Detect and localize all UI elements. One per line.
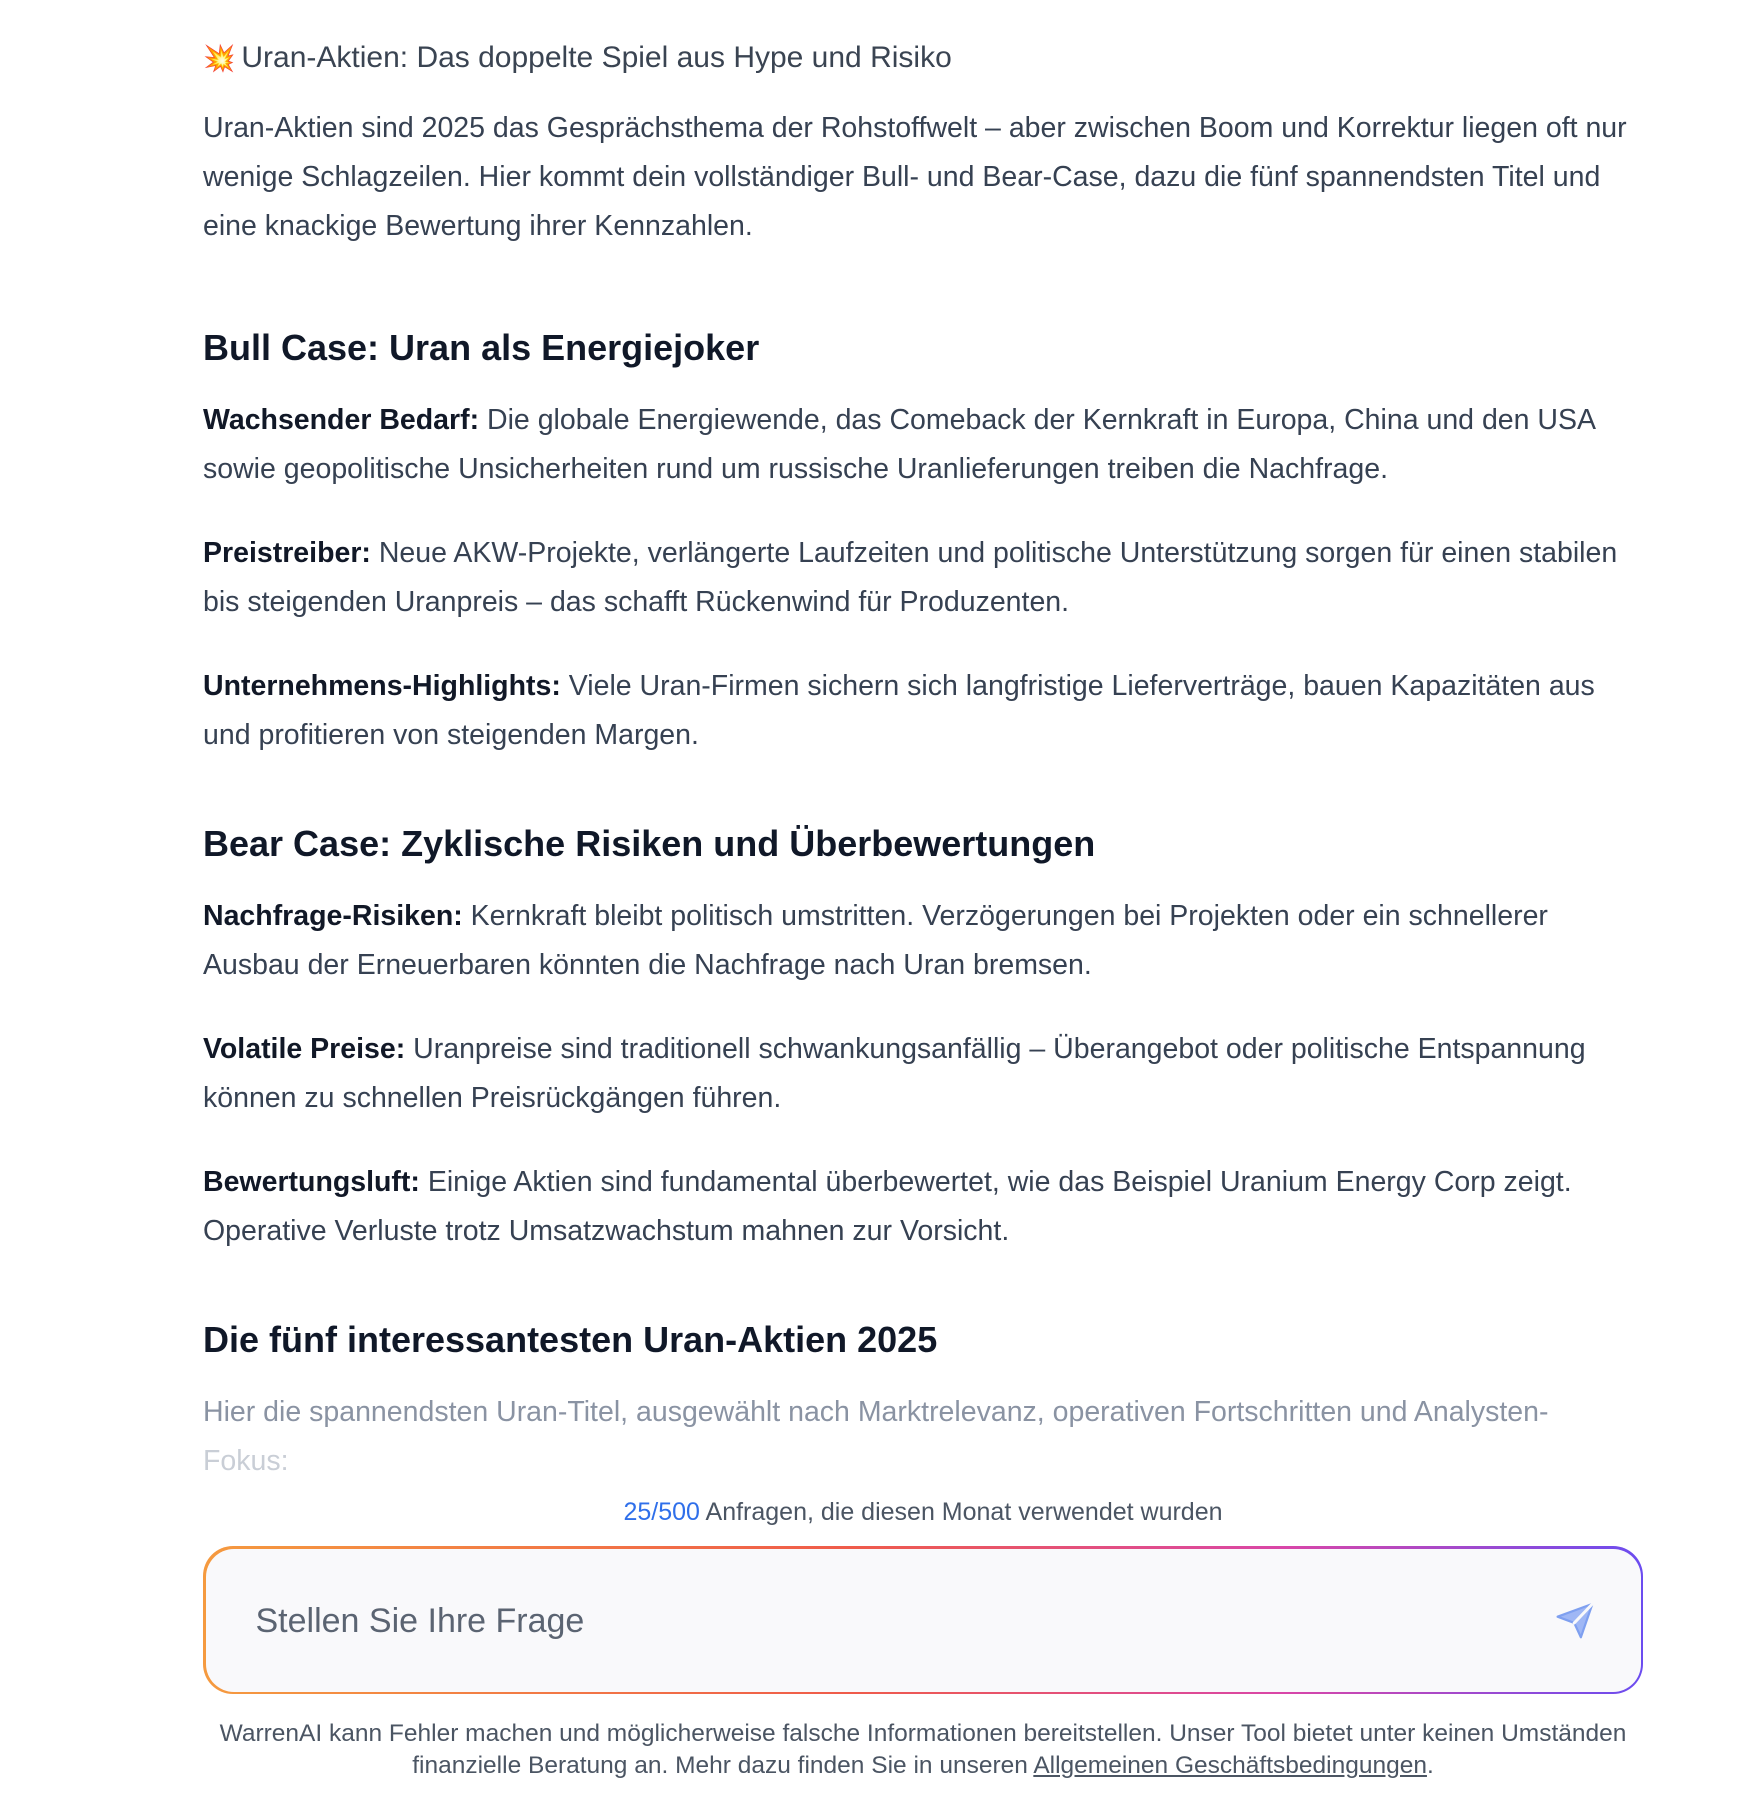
- disclaimer-text: WarrenAI kann Fehler machen und möglicherweise falsche Informationen bereitstellen. Unser Tool bietet unter keinen Umständen finanzielle Beratung an. Mehr dazu finden Sie in unseren: [219, 1720, 1627, 1779]
- bull-item-label: Preistreiber:: [203, 537, 371, 569]
- bear-item-text: Einige Aktien sind fundamental überbewertet, wie das Beispiel Uranium Energy Corp zeigt. Operative Verluste trotz Umsatzwachstum mahnen zur Vorsicht.: [203, 1166, 1572, 1247]
- send-icon: [1553, 1598, 1597, 1642]
- bull-item-label: Wachsender Bedarf:: [203, 404, 480, 436]
- usage-count: 25/500: [623, 1498, 700, 1526]
- bull-item-label: Unternehmens-Highlights:: [203, 670, 561, 702]
- terms-link[interactable]: Allgemeinen Geschäftsbedingungen: [1033, 1752, 1427, 1779]
- bear-item-label: Bewertungsluft:: [203, 1166, 420, 1198]
- bear-item-label: Nachfrage-Risiken:: [203, 900, 463, 932]
- bear-item-demand-risks: [203, 892, 1643, 990]
- question-input-container: [203, 1546, 1643, 1694]
- bull-item-text: Neue AKW-Projekte, verlängerte Laufzeiten und politische Unterstützung sorgen für einen stabilen bis steigenden Uranpreis – das schafft Rückenwind für Produzenten.: [203, 537, 1618, 618]
- question-input[interactable]: [254, 1549, 1508, 1694]
- bear-item-label: Volatile Preise:: [203, 1033, 406, 1065]
- disclaimer-suffix: .: [1426, 1752, 1434, 1779]
- usage-label: Anfragen, die diesen Monat verwendet wurden: [699, 1498, 1223, 1526]
- bear-case-heading: Bear Case: Zyklische Risiken und Überbewertungen: [203, 823, 1096, 864]
- intro-title-line: [203, 38, 952, 78]
- top5-heading: Die fünf interessantesten Uran-Aktien 2025: [203, 1319, 938, 1360]
- bear-item-text: Kernkraft bleibt politisch umstritten. Verzögerungen bei Projekten oder ein schnellerer Ausbau der Erneuerbaren könnten die Nachfrage nach Uran bremsen.: [203, 900, 1548, 981]
- bull-item-company-highlights: [203, 662, 1643, 760]
- bull-item-text: Die globale Energiewende, das Comeback der Kernkraft in Europa, China und den USA sowie geopolitische Unsicherheiten rund um russische Uranlieferungen treiben die Nachfrage.: [203, 404, 1595, 485]
- bull-item-price-drivers: [203, 529, 1643, 627]
- disclaimer: [203, 1718, 1643, 1782]
- top5-intro-text-faded: Fokus:: [203, 1445, 289, 1477]
- top5-intro-paragraph: [203, 1388, 1643, 1486]
- collision-icon: 💥: [203, 43, 236, 73]
- intro-paragraph: Uran-Aktien sind 2025 das Gesprächsthema der Rohstoffwelt – aber zwischen Boom und Korrektur liegen oft nur wenige Schlagzeilen. Hier kommt dein vollständiger Bull- und Bear-Case, dazu die fünf spannendsten Titel und eine knackige Bewertung ihrer Kennzahlen.: [203, 112, 1627, 242]
- bear-item-volatile-prices: [203, 1025, 1643, 1123]
- bull-item-text: Viele Uran-Firmen sichern sich langfristige Lieferverträge, bauen Kapazitäten aus und profitieren von steigenden Margen.: [203, 670, 1595, 751]
- bull-item-demand: [203, 396, 1643, 494]
- question-input-box: [206, 1549, 1641, 1692]
- usage-counter: [203, 1495, 1643, 1529]
- bear-item-valuation: [203, 1158, 1643, 1256]
- bear-item-text: Uranpreise sind traditionell schwankungsanfällig – Überangebot oder politische Entspannung können zu schnellen Preisrückgängen führen.: [203, 1033, 1586, 1114]
- top5-intro-text: Hier die spannendsten Uran-Titel, ausgewählt nach Marktrelevanz, operativen Fortschritten und Analysten-: [203, 1396, 1549, 1428]
- send-button[interactable]: [1553, 1598, 1597, 1642]
- bull-case-heading: Bull Case: Uran als Energiejoker: [203, 327, 760, 368]
- intro-title: Uran-Aktien: Das doppelte Spiel aus Hype und Risiko: [241, 41, 952, 74]
